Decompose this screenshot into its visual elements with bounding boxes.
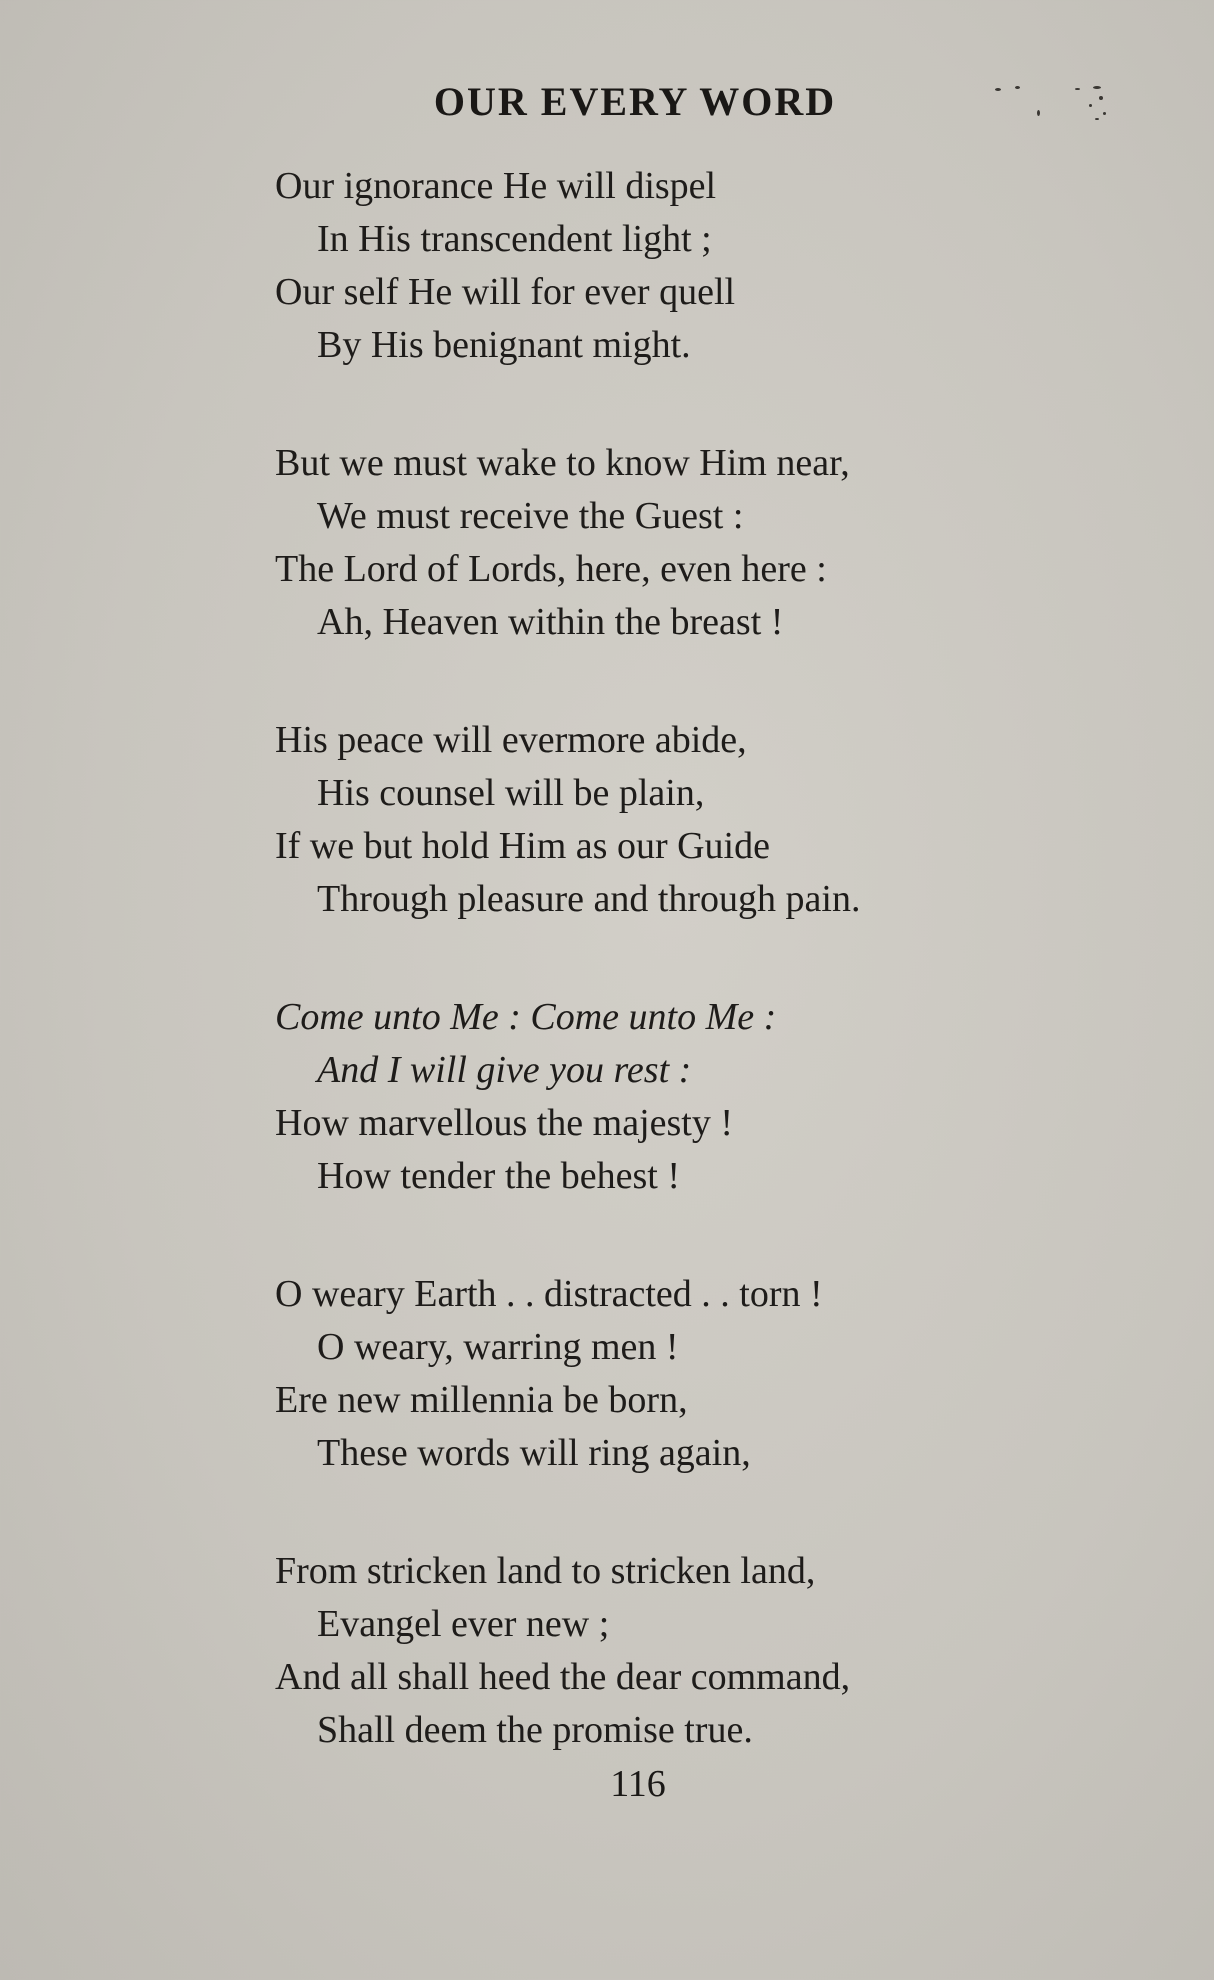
page-number: 116 [610, 1763, 666, 1805]
poem-line: His peace will evermore abide, [275, 719, 747, 761]
poem-line: How tender the behest ! [317, 1155, 680, 1197]
stanza [275, 991, 1095, 1203]
poem-line: We must receive the Guest : [317, 495, 744, 537]
poem-line: By His benignant might. [317, 324, 691, 366]
poem-line: Evangel ever new ; [317, 1603, 610, 1645]
poem-line: In His transcendent light ; [317, 218, 712, 260]
poem-line: How marvellous the majesty ! [275, 1102, 734, 1144]
stanza [275, 160, 1095, 372]
poem-line: Come unto Me : Come unto Me : [275, 996, 777, 1038]
poem-line: And I will give you rest : [317, 1049, 692, 1091]
poem-line: O weary Earth . . distracted . . torn ! [275, 1273, 823, 1315]
poem-line: Our self He will for ever quell [275, 271, 736, 313]
stanza [275, 1545, 1095, 1757]
poem-line: The Lord of Lords, here, even here : [275, 548, 827, 590]
print-specks [975, 82, 1120, 132]
poem-line: Ah, Heaven within the breast ! [317, 601, 784, 643]
poem-line: If we but hold Him as our Guide [275, 825, 770, 867]
poem-line: From stricken land to stricken land, [275, 1550, 816, 1592]
stanza [275, 714, 1095, 926]
poem-body [275, 160, 1095, 1822]
poem-line: These words will ring again, [317, 1432, 751, 1474]
poem-line: Our ignorance He will dispel [275, 165, 717, 207]
page-title: OUR EVERY WORD [433, 79, 837, 124]
poem-line: O weary, warring men ! [317, 1326, 679, 1368]
poem-line: But we must wake to know Him near, [275, 442, 850, 484]
poem-line: His counsel will be plain, [317, 772, 705, 814]
poem-line: Shall deem the promise true. [317, 1709, 753, 1751]
poem-line: Ere new millennia be born, [275, 1379, 688, 1421]
stanza [275, 437, 1095, 649]
poem-line: And all shall heed the dear command, [275, 1656, 851, 1698]
poem-line: Through pleasure and through pain. [317, 878, 861, 920]
stanza [275, 1268, 1095, 1480]
